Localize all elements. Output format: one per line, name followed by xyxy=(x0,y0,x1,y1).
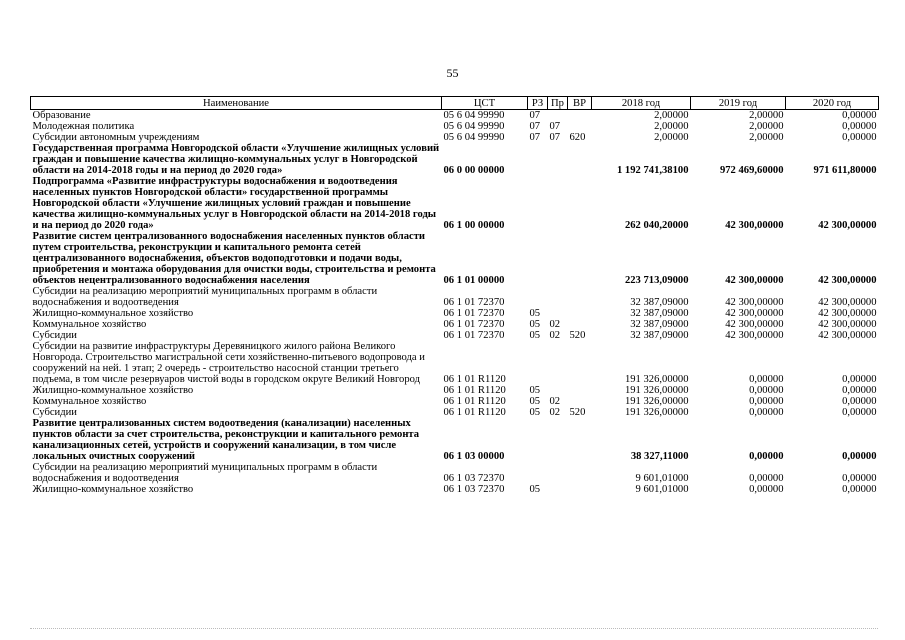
table-row xyxy=(31,143,879,176)
row-vr xyxy=(568,319,592,330)
table-row xyxy=(31,231,879,286)
row-rz: 05 xyxy=(529,385,541,396)
row-vr xyxy=(568,385,592,396)
row-vr xyxy=(568,308,592,319)
row-2019: 42 300,00000 xyxy=(725,297,784,308)
row-2019: 42 300,00000 xyxy=(725,220,784,231)
row-rz xyxy=(528,341,548,385)
row-name: Субсидии xyxy=(32,407,77,418)
row-2020: 0,00000 xyxy=(842,110,877,121)
row-vr xyxy=(568,231,592,286)
row-2018: 191 326,00000 xyxy=(624,407,689,418)
row-2018: 32 387,09000 xyxy=(630,297,689,308)
row-2018: 38 327,11000 xyxy=(630,451,689,462)
row-pr xyxy=(548,176,568,231)
row-name: Образование xyxy=(32,110,91,121)
header-2019: 2019 год xyxy=(691,97,786,110)
row-vr xyxy=(568,462,592,484)
row-2018: 262 040,20000 xyxy=(624,220,689,231)
table-row xyxy=(31,418,879,462)
row-cst: 06 1 01 R1120 xyxy=(443,374,506,385)
header-name: Наименование xyxy=(31,97,442,110)
row-name: Жилищно-коммунальное хозяйство xyxy=(32,385,194,396)
row-vr xyxy=(568,110,592,122)
bottom-divider xyxy=(30,628,878,629)
row-pr xyxy=(548,418,568,462)
row-vr xyxy=(568,121,592,132)
row-name: Коммунальное хозяйство xyxy=(32,319,147,330)
row-cst: 06 1 00 00000 xyxy=(443,220,505,231)
row-rz: 05 xyxy=(529,484,541,495)
row-vr xyxy=(568,176,592,231)
row-pr xyxy=(548,286,568,308)
row-2020: 0,00000 xyxy=(842,374,877,385)
row-2020: 0,00000 xyxy=(842,451,877,462)
row-2020: 0,00000 xyxy=(842,121,877,132)
row-2019: 0,00000 xyxy=(749,396,784,407)
table-row xyxy=(31,132,879,143)
row-vr xyxy=(568,396,592,407)
row-2020: 0,00000 xyxy=(842,132,877,143)
row-name: Молодежная политика xyxy=(32,121,135,132)
row-rz: 05 xyxy=(529,396,541,407)
row-vr: 520 xyxy=(569,407,586,418)
row-cst: 06 1 03 00000 xyxy=(443,451,505,462)
row-cst: 06 1 01 R1120 xyxy=(443,407,506,418)
row-rz xyxy=(528,462,548,484)
row-2018: 191 326,00000 xyxy=(624,385,689,396)
row-2018: 32 387,09000 xyxy=(630,319,689,330)
table-row xyxy=(31,319,879,330)
row-2019: 42 300,00000 xyxy=(725,275,784,286)
row-2020: 0,00000 xyxy=(842,473,877,484)
row-name: Государственная программа Новгородской области «Улучшение жилищных условий граждан и повышение качества жилищно-коммунальных услуг в Новгородской области на 2014-2018 годы и на период до 2020 года» xyxy=(32,143,440,176)
row-rz: 07 xyxy=(529,132,541,143)
row-2018: 9 601,01000 xyxy=(635,473,689,484)
page-number: 55 xyxy=(446,66,459,80)
row-name: Субсидии автономным учреждениям xyxy=(32,132,200,143)
row-cst: 06 1 01 72370 xyxy=(443,330,505,341)
row-2020: 0,00000 xyxy=(842,407,877,418)
row-cst: 06 0 00 00000 xyxy=(443,165,505,176)
row-2020: 0,00000 xyxy=(842,484,877,495)
row-vr xyxy=(568,484,592,495)
table-row xyxy=(31,396,879,407)
row-cst: 06 1 01 72370 xyxy=(443,297,505,308)
row-cst: 06 1 01 72370 xyxy=(443,319,505,330)
row-pr xyxy=(548,462,568,484)
row-pr xyxy=(548,341,568,385)
row-cst: 05 6 04 99990 xyxy=(443,121,505,132)
header-rz: РЗ xyxy=(528,97,548,110)
row-2019: 0,00000 xyxy=(749,385,784,396)
table-row xyxy=(31,330,879,341)
row-pr: 02 xyxy=(549,330,561,341)
row-pr: 02 xyxy=(549,319,561,330)
row-2019: 42 300,00000 xyxy=(725,319,784,330)
row-cst: 06 1 03 72370 xyxy=(443,484,505,495)
row-2019: 0,00000 xyxy=(749,473,784,484)
row-2020: 42 300,00000 xyxy=(818,319,877,330)
table-row xyxy=(31,121,879,132)
row-vr xyxy=(568,286,592,308)
row-rz: 07 xyxy=(529,110,541,121)
table-row xyxy=(31,341,879,385)
row-name: Субсидии на развитие инфраструктуры Деревяницкого жилого района Великого Новгорода. Строительство магистральной сети хозяйственно-питьевого водопровода и сооружений на ней. 1 этап; 2 очередь - строительство насосной станции третьего подъема, в том числе резервуаров чистой воды в городском округе Великий Новгород xyxy=(32,341,425,385)
row-vr xyxy=(568,143,592,176)
row-name: Коммунальное хозяйство xyxy=(32,396,147,407)
row-2019: 42 300,00000 xyxy=(725,330,784,341)
row-pr xyxy=(548,231,568,286)
row-2020: 971 611,80000 xyxy=(813,165,877,176)
header-pr: Пр xyxy=(548,97,568,110)
row-cst: 05 6 04 99990 xyxy=(443,132,505,143)
row-2020: 42 300,00000 xyxy=(818,220,877,231)
row-pr: 07 xyxy=(549,132,561,143)
row-2018: 2,00000 xyxy=(654,110,689,121)
row-rz xyxy=(528,143,548,176)
row-2019: 0,00000 xyxy=(749,407,784,418)
row-name: Развитие систем централизованного водоснабжения населенных пунктов области путем строительства, реконструкции и капитального ремонта сетей централизованного водоснабжения, объектов водоподготовки и подачи воды, приобретения и монтажа оборудования для очистки воды, строительства и ремонта объектов нецентрализованного водоснабжения населения xyxy=(32,231,436,286)
row-pr xyxy=(548,385,568,396)
row-2019: 0,00000 xyxy=(749,484,784,495)
row-vr xyxy=(568,341,592,385)
table-row xyxy=(31,484,879,495)
row-2019: 0,00000 xyxy=(749,451,784,462)
header-vr: ВР xyxy=(568,97,592,110)
row-cst: 05 6 04 99990 xyxy=(443,110,505,121)
row-2019: 42 300,00000 xyxy=(725,308,784,319)
row-pr: 02 xyxy=(549,396,561,407)
row-rz: 07 xyxy=(529,121,541,132)
row-2020: 42 300,00000 xyxy=(818,308,877,319)
row-rz: 05 xyxy=(529,407,541,418)
row-2019: 972 469,60000 xyxy=(719,165,784,176)
table-header-row xyxy=(31,97,879,110)
row-cst: 06 1 01 R1120 xyxy=(443,396,506,407)
row-vr xyxy=(568,418,592,462)
row-2020: 42 300,00000 xyxy=(818,330,877,341)
header-cst: ЦСТ xyxy=(442,97,528,110)
row-name: Жилищно-коммунальное хозяйство xyxy=(32,484,194,495)
row-2018: 1 192 741,38100 xyxy=(616,165,689,176)
row-rz xyxy=(528,176,548,231)
table-row xyxy=(31,308,879,319)
row-name: Подпрограмма «Развитие инфраструктуры водоснабжения и водоотведения населенных пунктов Новгородской области» государственной программы Новгородской области «Улучшение жилищных условий граждан и повышение качества жилищно-коммунальных услуг в Новгородской области на 2014-2018 годы и на период до 2020 года» xyxy=(32,176,437,231)
row-rz xyxy=(528,418,548,462)
row-cst: 06 1 01 72370 xyxy=(443,308,505,319)
row-pr xyxy=(548,308,568,319)
row-cst: 06 1 01 R1120 xyxy=(443,385,506,396)
row-pr xyxy=(548,110,568,122)
row-name: Субсидии xyxy=(32,330,77,341)
row-2019: 0,00000 xyxy=(749,374,784,385)
row-rz: 05 xyxy=(529,308,541,319)
row-vr: 520 xyxy=(569,330,586,341)
row-2019: 2,00000 xyxy=(749,121,784,132)
row-rz xyxy=(528,231,548,286)
table-row xyxy=(31,110,879,122)
header-2018: 2018 год xyxy=(592,97,691,110)
row-2020: 0,00000 xyxy=(842,385,877,396)
row-vr: 620 xyxy=(569,132,586,143)
header-2020: 2020 год xyxy=(786,97,879,110)
row-pr: 07 xyxy=(549,121,561,132)
row-name: Субсидии на реализацию мероприятий муниципальных программ в области водоснабжения и водоотведения xyxy=(32,286,378,308)
row-pr xyxy=(548,143,568,176)
budget-table xyxy=(30,96,879,495)
row-2018: 191 326,00000 xyxy=(624,374,689,385)
row-rz xyxy=(528,286,548,308)
table-row xyxy=(31,462,879,484)
row-2020: 42 300,00000 xyxy=(818,275,877,286)
row-2020: 42 300,00000 xyxy=(818,297,877,308)
row-cst: 06 1 01 00000 xyxy=(443,275,505,286)
row-rz: 05 xyxy=(529,330,541,341)
row-2018: 2,00000 xyxy=(654,121,689,132)
table-row xyxy=(31,385,879,396)
table-row xyxy=(31,286,879,308)
row-pr xyxy=(548,484,568,495)
row-2018: 191 326,00000 xyxy=(624,396,689,407)
row-2019: 2,00000 xyxy=(749,132,784,143)
row-2018: 9 601,01000 xyxy=(635,484,689,495)
row-2018: 32 387,09000 xyxy=(630,330,689,341)
row-2019: 2,00000 xyxy=(749,110,784,121)
row-2018: 32 387,09000 xyxy=(630,308,689,319)
row-name: Жилищно-коммунальное хозяйство xyxy=(32,308,194,319)
row-name: Субсидии на реализацию мероприятий муниципальных программ в области водоснабжения и водоотведения xyxy=(32,462,378,484)
table-row xyxy=(31,176,879,231)
table-row xyxy=(31,407,879,418)
row-pr: 02 xyxy=(549,407,561,418)
row-2020: 0,00000 xyxy=(842,396,877,407)
row-name: Развитие централизованных систем водоотведения (канализации) населенных пунктов области за счет строительства, реконструкции и капитального ремонта канализационных сетей, устройств и сооружений канализации, в том числе локальных очистных сооружений xyxy=(32,418,420,462)
row-2018: 2,00000 xyxy=(654,132,689,143)
row-2018: 223 713,09000 xyxy=(624,275,689,286)
row-cst: 06 1 03 72370 xyxy=(443,473,505,484)
row-rz: 05 xyxy=(529,319,541,330)
